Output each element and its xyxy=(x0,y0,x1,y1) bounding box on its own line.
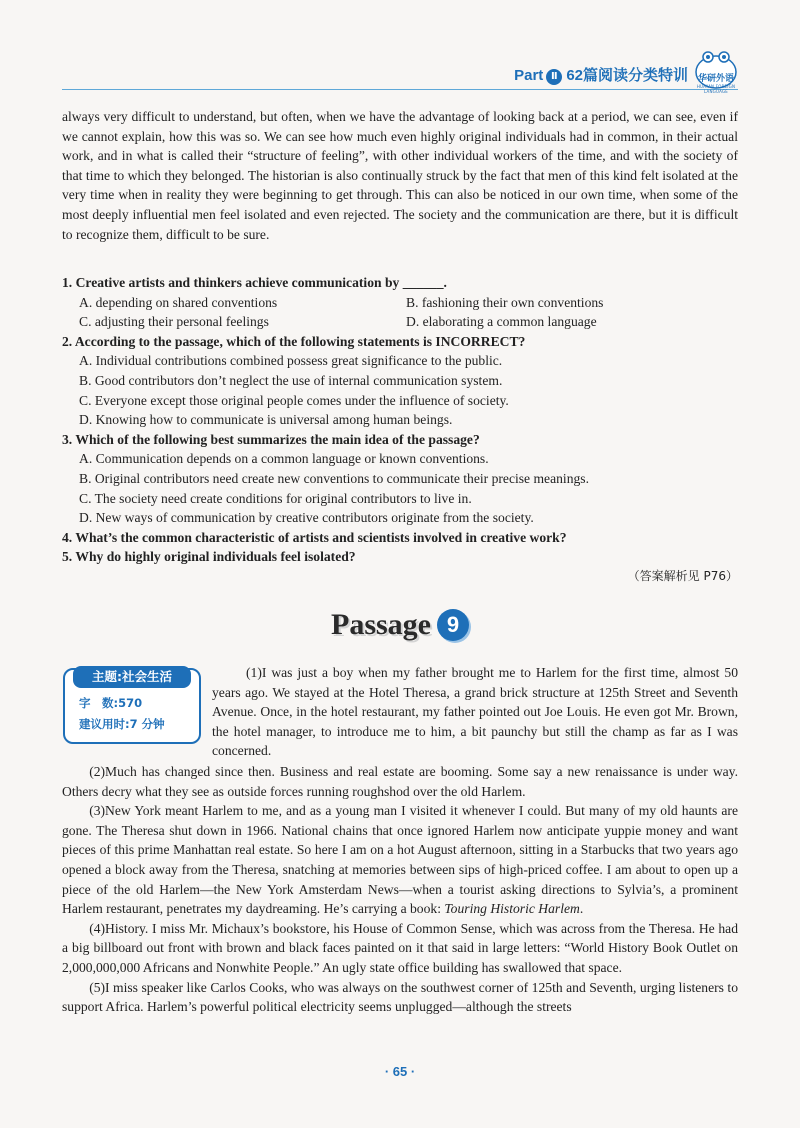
part-label: Part xyxy=(514,67,544,84)
question-1: 1. Creative artists and thinkers achieve communication by ______. xyxy=(62,275,447,290)
question-5: 5. Why do highly original individuals feel isolated? xyxy=(62,549,356,565)
question-1-options-row-2 xyxy=(79,312,738,332)
passage-title: Passage xyxy=(331,608,431,641)
passage-paragraph-3 xyxy=(62,801,738,919)
section-title-text: 62篇阅读分类特训 xyxy=(566,67,688,84)
passage-paragraph-1 xyxy=(212,663,738,761)
word-count: 字 数:570 xyxy=(79,696,143,710)
option: C. adjusting their personal feelings xyxy=(79,314,269,330)
logo-text: 华研外语 xyxy=(697,74,734,84)
logo-subtext: HUAYAN FOREIGN LANGUAGE xyxy=(696,84,736,94)
paragraph-1-text: (1)I was just a boy when my father brought me to Harlem for the first time, almost 50 years ago. We stayed at the Hotel Theresa, a grand brick structure at 125th Street and Seventh Avenue. Once, in the hotel restaurant, my father pointed out Joe Louis. He even got Mr. Brown, the hotel manager, to introduce me to him, a bit paunchy but still the champ as far as I was concerned. xyxy=(212,665,738,759)
option: D. Knowing how to communicate is universal among human beings. xyxy=(79,412,453,428)
passage-paragraph-2: (2)Much has changed since then. Business and real estate are booming. Some say a new renaissance is under way. Others decry what they see as outside forces running roughshod over the old Harlem. xyxy=(62,764,738,799)
question-3: 3. Which of the following best summarizes the main idea of the passage? xyxy=(62,431,480,447)
paragraph-3-end: . xyxy=(579,901,584,917)
section-title xyxy=(514,64,688,85)
header-rule xyxy=(62,89,738,90)
intro-paragraph: always very difficult to understand, but often, when we have the advantage of looking back at a period, we can see, even if we cannot explain, how this was so. We can see how much even highly original individuals had in common, in their actual work, and in what is called their “structure of feeling”, with other individual workers of the time, and with the society of that time to which they belonged. The historian is also continually struck by the fact that men of this kind felt isolated at the very time when in reality they were beginning to get through. This can also be noticed in our own time, when some of the most deeply influential men feel isolated and even rejected. The society and the communication are there, but it is difficult to recognize them, difficult to be sure. xyxy=(62,109,738,242)
option: B. Original contributors need create new conventions to communicate their precise meanings. xyxy=(79,470,589,486)
option: D. New ways of communication by creative contributors originate from the society. xyxy=(79,510,534,526)
option: A. Communication depends on a common language or known conventions. xyxy=(79,451,489,467)
passage-heading xyxy=(0,608,800,658)
passage-number-badge: 9 xyxy=(437,609,469,641)
theme-info-box xyxy=(63,668,201,744)
page-number: · 65 · xyxy=(384,1064,416,1079)
question-2: 2. According to the passage, which of the following statements is INCORRECT? xyxy=(62,333,526,349)
option: C. Everyone except those original people comes under the influence of society. xyxy=(79,392,509,408)
passage-paragraph-5: (5)I miss speaker like Carlos Cooks, who was always on the southwest corner of 125th and Seventh, urging listeners to support Africa. Harlem’s powerful political electricity seems unplugged—although the streets xyxy=(62,979,738,1015)
option: B. fashioning their own conventions xyxy=(406,294,604,310)
book-title: Touring Historic Harlem xyxy=(444,901,580,917)
passage-paragraph-4: (4)History. I miss Mr. Michaux’s bookstore, his House of Common Sense, which was across from the Theresa. He had a big billboard out front with brown and black faces painted on it that said in large letters: “World History Book Outlet on 2,000,000,000 Africans and Nonwhite People.” An ugly state office building has swallowed that space. xyxy=(62,920,738,975)
part-number-badge: Ⅱ xyxy=(546,69,562,85)
previous-passage-text xyxy=(62,107,738,244)
option: A. depending on shared conventions xyxy=(79,294,278,310)
option: D. elaborating a common language xyxy=(406,314,597,330)
passage-body xyxy=(62,762,738,1017)
paragraph-3-text: (3)New York meant Harlem to me, and as a young man I visited it whenever I could. But many of my old haunts are gone. The Theresa shut down in 1966. National chains that once ignored Harlem now anticipate yuppie money and want pieces of this prime Manhattan real estate. So here I am on a hot August afternoon, sitting in a Starbucks that two years ago opened a block away from the Theresa, snatching at memories between sips of high-priced coffee. I am about to open up a piece of the old Harlem—the New York Amsterdam News—when a tourist asking directions to Sylvia’s, a prominent Harlem restaurant, penetrates my daydreaming. He’s carrying a book: xyxy=(62,803,738,917)
question-1-options-row-1 xyxy=(79,293,738,313)
suggested-time: 建议用时:7 分钟 xyxy=(79,717,165,731)
page-header xyxy=(0,56,800,96)
option: C. The society need create conditions for original contributors to live in. xyxy=(79,490,472,506)
question-list xyxy=(62,273,738,567)
answer-reference-note: （答案解析见 P76） xyxy=(627,569,738,583)
option: B. Good contributors don’t neglect the use of internal communication system. xyxy=(79,372,503,388)
option: A. Individual contributions combined possess great significance to the public. xyxy=(79,353,503,369)
question-4: 4. What’s the common characteristic of artists and scientists involved in creative work? xyxy=(62,529,567,545)
theme-label: 主题:社会生活 xyxy=(73,666,191,688)
